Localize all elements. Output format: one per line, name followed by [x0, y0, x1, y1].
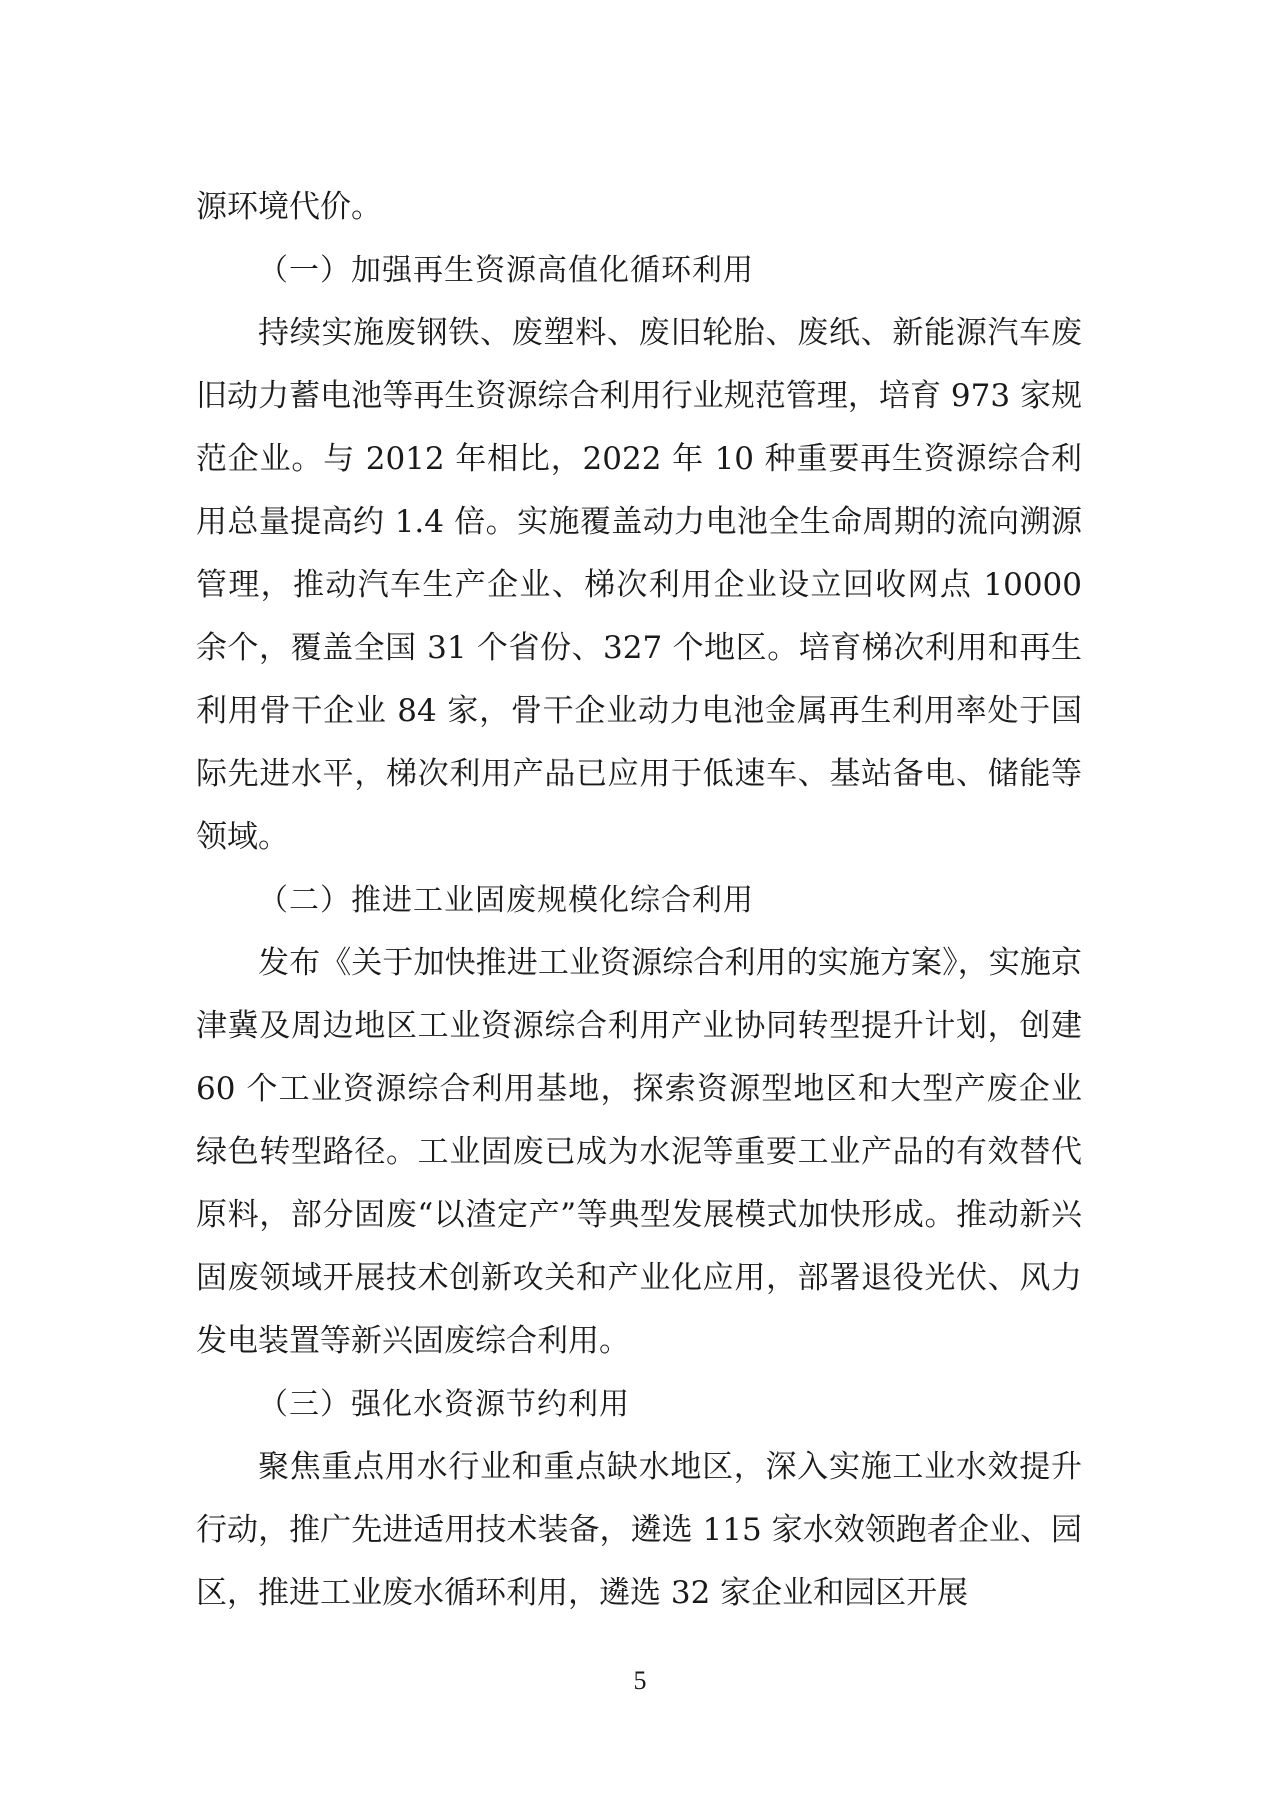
document-body: [196, 176, 1082, 1625]
section-heading-2: （二）推进工业固废规模化综合利用: [258, 883, 754, 918]
section-heading-1: （一）加强再生资源高值化循环利用: [258, 253, 754, 288]
paragraph-water: 聚焦重点用水行业和重点缺水地区，深入实施工业水效提升行动，推广先进适用技术装备，遴选 115 家水效领跑者企业、园区，推进工业废水循环利用，遴选 32 家企业和园区开展: [196, 1449, 1082, 1611]
paragraph-recycling: 持续实施废钢铁、废塑料、废旧轮胎、废纸、新能源汽车废旧动力蓄电池等再生资源综合利用行业规范管理，培育 973 家规范企业。与 2012 年相比，2022 年 10 种重要再生资源综合利用总量提高约 1.4 倍。实施覆盖动力电池全生命周期的流向溯源管理，推动汽车生产企业、梯次利用企业设立回收网点 10000 余个，覆盖全国 31 个省份、327 个地区。培育梯次利用和再生利用骨干企业 84 家，骨干企业动力电池金属再生利用率处于国际先进水平，梯次利用产品已应用于低速车、基站备电、储能等领域。: [196, 315, 1082, 855]
section-heading-3: （三）强化水资源节约利用: [258, 1387, 630, 1422]
paragraph-continuation: 源环境代价。: [196, 189, 382, 225]
paragraph-solid-waste: 发布《关于加快推进工业资源综合利用的实施方案》，实施京津冀及周边地区工业资源综合利用产业协同转型提升计划，创建 60 个工业资源综合利用基地，探索资源型地区和大型产废企业绿色转型路径。工业固废已成为水泥等重要工业产品的有效替代原料，部分固废“以渣定产”等典型发展模式加快形成。推动新兴固废领域开展技术创新攻关和产业化应用，部署退役光伏、风力发电装置等新兴固废综合利用。: [196, 945, 1082, 1359]
page-number: 5: [633, 1666, 647, 1695]
